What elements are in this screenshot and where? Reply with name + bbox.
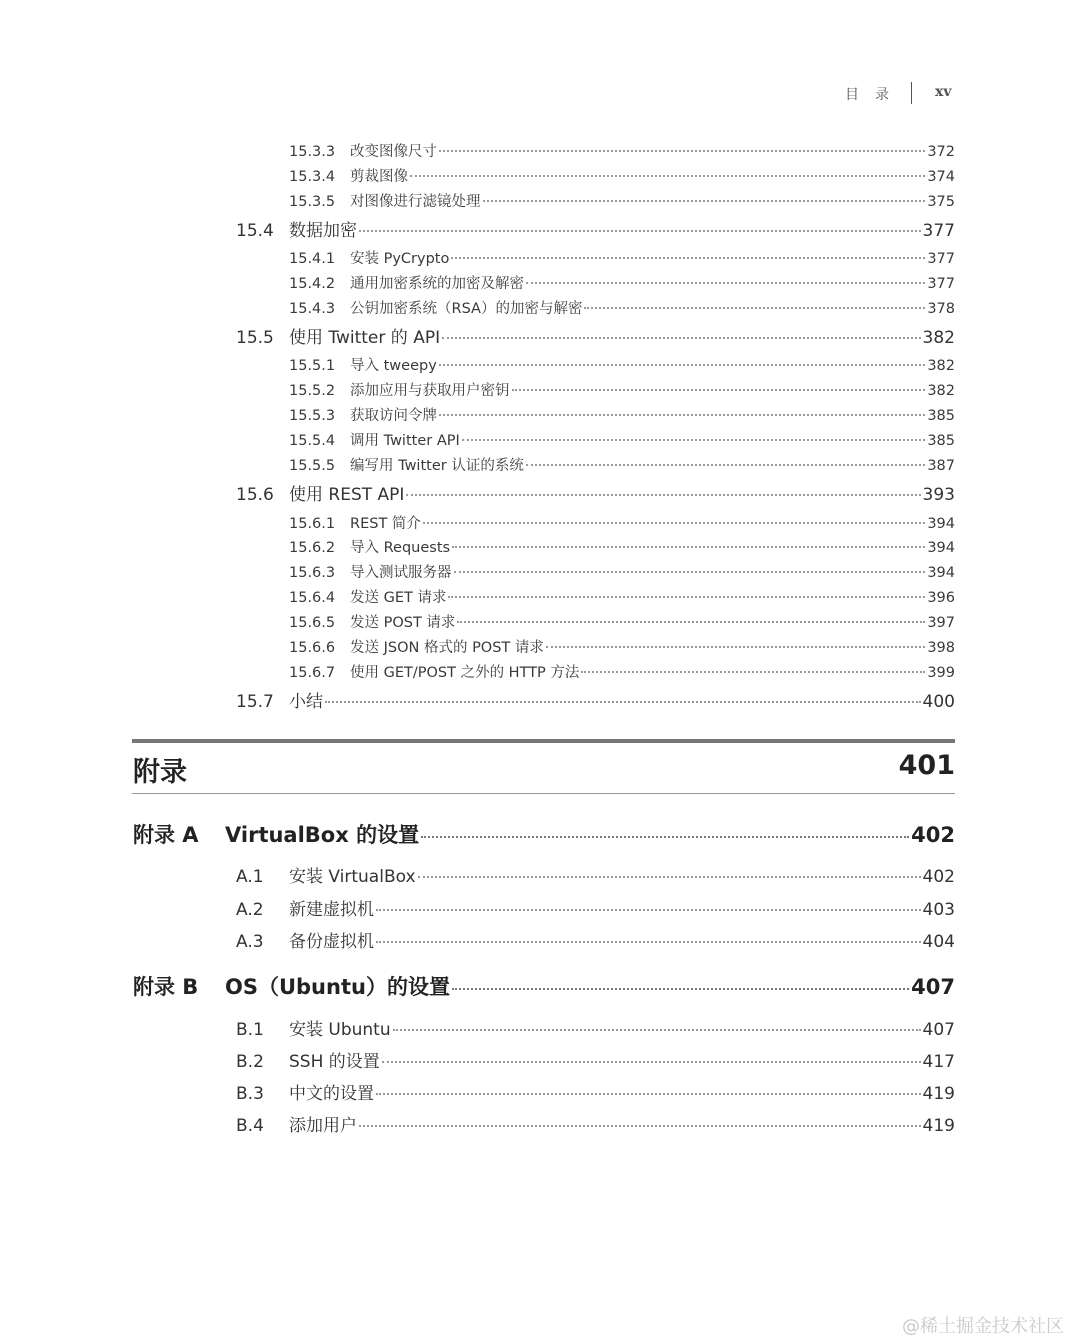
entry-number: 15.5.4 xyxy=(289,433,336,449)
entry-title: 使用 Twitter 的 API xyxy=(289,328,441,348)
toc-entry xyxy=(289,454,955,475)
entry-page: 394 xyxy=(927,540,955,556)
entry-number: B.2 xyxy=(236,1052,264,1072)
toc-entry xyxy=(236,480,955,505)
entry-number: 15.5 xyxy=(236,328,274,348)
entry-title: 中文的设置 xyxy=(289,1084,374,1104)
dot-leader xyxy=(452,546,925,548)
entry-title: 使用 GET/POST 之外的 HTTP 方法 xyxy=(350,665,580,681)
dot-leader xyxy=(410,175,925,177)
entry-number: 15.4.1 xyxy=(289,251,336,267)
entry-page: 402 xyxy=(911,823,955,847)
toc-entry xyxy=(289,272,955,293)
entry-number: 15.6.2 xyxy=(289,540,336,556)
appendix-bottom-rule xyxy=(132,793,955,794)
entry-title: 发送 GET 请求 xyxy=(350,590,447,606)
dot-leader xyxy=(526,282,925,284)
entry-number: 15.3.4 xyxy=(289,169,336,185)
dot-leader xyxy=(442,337,920,339)
entry-title: 导入 tweepy xyxy=(350,358,437,374)
dot-leader xyxy=(359,230,921,232)
toc-entry xyxy=(236,216,955,241)
header-section-label-2: 录 xyxy=(875,87,889,103)
entry-page: 419 xyxy=(922,1084,955,1104)
toc-entry xyxy=(289,429,955,450)
entry-title: 添加应用与获取用户密钥 xyxy=(350,383,510,399)
dot-leader xyxy=(421,836,909,838)
header-divider xyxy=(911,82,912,104)
dot-leader xyxy=(462,439,926,441)
entry-page: 394 xyxy=(927,565,955,581)
dot-leader xyxy=(448,596,925,598)
entry-page: 396 xyxy=(927,590,955,606)
dot-leader xyxy=(376,909,921,911)
entry-number: A.3 xyxy=(236,932,264,952)
entry-title: 剪裁图像 xyxy=(350,169,408,185)
header-section-label: 目 xyxy=(845,87,859,103)
entry-page: 407 xyxy=(911,975,955,999)
appendix-heading: 附录 xyxy=(133,757,187,788)
entry-number: 15.6.7 xyxy=(289,665,336,681)
entry-page: 375 xyxy=(927,194,955,210)
entry-page: 377 xyxy=(922,221,955,241)
toc-entry xyxy=(236,1047,955,1072)
entry-number: 15.3.3 xyxy=(289,144,336,160)
entry-page: 399 xyxy=(927,665,955,681)
entry-title: 导入测试服务器 xyxy=(350,565,452,581)
entry-number: 附录 B xyxy=(133,975,199,999)
entry-number: 15.6.4 xyxy=(289,590,336,606)
dot-leader xyxy=(454,571,926,573)
entry-title: 安装 VirtualBox xyxy=(289,867,416,887)
entry-title: 小结 xyxy=(289,692,323,712)
toc-entry xyxy=(289,561,955,582)
toc-entry xyxy=(236,323,955,348)
entry-title: 发送 POST 请求 xyxy=(350,615,456,631)
toc-entry xyxy=(289,165,955,186)
appendix-top-rule xyxy=(132,739,955,743)
entry-number: 15.6.5 xyxy=(289,615,336,631)
entry-title: 添加用户 xyxy=(289,1116,357,1136)
toc-entry xyxy=(289,379,955,400)
entry-page: 377 xyxy=(927,251,955,267)
entry-title: VirtualBox 的设置 xyxy=(225,823,420,847)
entry-number: 15.6.3 xyxy=(289,565,336,581)
entry-title: 获取访问令牌 xyxy=(350,408,437,424)
entry-title: 调用 Twitter API xyxy=(350,433,460,449)
entry-number: B.4 xyxy=(236,1116,264,1136)
entry-page: 385 xyxy=(927,433,955,449)
entry-number: 15.5.3 xyxy=(289,408,336,424)
entry-title: 安装 Ubuntu xyxy=(289,1020,391,1040)
entry-number: 15.4.3 xyxy=(289,301,336,317)
entry-number: A.1 xyxy=(236,867,264,887)
entry-page: 378 xyxy=(927,301,955,317)
dot-leader xyxy=(418,876,921,878)
entry-title: 通用加密系统的加密及解密 xyxy=(350,276,524,292)
entry-title: 数据加密 xyxy=(289,221,357,241)
entry-page: 382 xyxy=(927,358,955,374)
dot-leader xyxy=(439,150,925,152)
toc-entry xyxy=(289,661,955,682)
toc-entry xyxy=(236,1015,955,1040)
toc-entry xyxy=(289,611,955,632)
dot-leader xyxy=(393,1029,921,1031)
entry-number: 15.7 xyxy=(236,692,274,712)
entry-title: 备份虚拟机 xyxy=(289,932,374,952)
toc-entry xyxy=(133,819,955,849)
entry-title: 新建虚拟机 xyxy=(289,900,374,920)
entry-title: 发送 JSON 格式的 POST 请求 xyxy=(350,640,544,656)
entry-title: 安装 PyCrypto xyxy=(350,251,450,267)
toc-entry xyxy=(289,354,955,375)
entry-page: 394 xyxy=(927,516,955,532)
entry-title: OS（Ubuntu）的设置 xyxy=(225,975,450,999)
entry-page: 400 xyxy=(922,692,955,712)
entry-page: 374 xyxy=(927,169,955,185)
toc-entry xyxy=(236,862,955,887)
dot-leader xyxy=(512,389,926,391)
entry-title: 导入 Requests xyxy=(350,540,451,556)
toc-entry xyxy=(289,247,955,268)
entry-page: 419 xyxy=(922,1116,955,1136)
entry-number: 15.6 xyxy=(236,485,274,505)
entry-number: 15.5.5 xyxy=(289,458,336,474)
dot-leader xyxy=(584,307,925,309)
toc-entry xyxy=(289,404,955,425)
toc-entry xyxy=(289,536,955,557)
entry-number: 15.6.1 xyxy=(289,516,336,532)
toc-entry xyxy=(289,190,955,211)
entry-title: 对图像进行滤镜处理 xyxy=(350,194,481,210)
entry-page: 417 xyxy=(922,1052,955,1072)
entry-page: 407 xyxy=(922,1020,955,1040)
dot-leader xyxy=(423,522,925,524)
dot-leader xyxy=(376,941,921,943)
entry-number: 15.6.6 xyxy=(289,640,336,656)
entry-title: SSH 的设置 xyxy=(289,1052,380,1072)
dot-leader xyxy=(452,988,909,990)
entry-page: 397 xyxy=(927,615,955,631)
entry-page: 377 xyxy=(927,276,955,292)
entry-page: 403 xyxy=(922,900,955,920)
watermark: @稀土掘金技术社区 xyxy=(902,1316,1064,1337)
entry-number: 附录 A xyxy=(133,823,199,847)
entry-number: B.3 xyxy=(236,1084,264,1104)
entry-number: 15.4.2 xyxy=(289,276,336,292)
entry-title: 改变图像尺寸 xyxy=(350,144,437,160)
toc-entry xyxy=(289,512,955,533)
entry-page: 393 xyxy=(922,485,955,505)
toc-entry xyxy=(236,895,955,920)
toc-entry xyxy=(289,140,955,161)
toc-entry xyxy=(236,1111,955,1136)
appendix-page: 401 xyxy=(898,750,955,781)
toc-entry xyxy=(289,636,955,657)
toc-entry xyxy=(133,971,955,1001)
entry-page: 382 xyxy=(922,328,955,348)
entry-title: 使用 REST API xyxy=(289,485,405,505)
entry-page: 382 xyxy=(927,383,955,399)
toc-entry xyxy=(236,687,955,712)
entry-number: 15.3.5 xyxy=(289,194,336,210)
dot-leader xyxy=(457,621,925,623)
dot-leader xyxy=(526,464,925,466)
entry-number: 15.5.2 xyxy=(289,383,336,399)
toc-entry xyxy=(289,586,955,607)
entry-title: REST 简介 xyxy=(350,516,421,532)
entry-number: B.1 xyxy=(236,1020,264,1040)
toc-entry xyxy=(236,1079,955,1104)
dot-leader xyxy=(325,701,921,703)
dot-leader xyxy=(439,414,925,416)
entry-number: 15.4 xyxy=(236,221,274,241)
dot-leader xyxy=(483,200,926,202)
dot-leader xyxy=(382,1061,921,1063)
entry-page: 398 xyxy=(927,640,955,656)
entry-page: 402 xyxy=(922,867,955,887)
dot-leader xyxy=(546,646,925,648)
page-number: xv xyxy=(935,84,952,100)
entry-title: 公钥加密系统（RSA）的加密与解密 xyxy=(350,301,583,317)
entry-number: A.2 xyxy=(236,900,264,920)
entry-page: 387 xyxy=(927,458,955,474)
toc-entry xyxy=(236,927,955,952)
dot-leader xyxy=(359,1125,921,1127)
dot-leader xyxy=(439,364,926,366)
entry-number: 15.5.1 xyxy=(289,358,336,374)
entry-title: 编写用 Twitter 认证的系统 xyxy=(350,458,524,474)
dot-leader xyxy=(406,494,920,496)
entry-page: 404 xyxy=(922,932,955,952)
dot-leader xyxy=(581,671,925,673)
dot-leader xyxy=(451,257,925,259)
entry-page: 385 xyxy=(927,408,955,424)
dot-leader xyxy=(376,1093,921,1095)
entry-page: 372 xyxy=(927,144,955,160)
toc-entry xyxy=(289,297,955,318)
